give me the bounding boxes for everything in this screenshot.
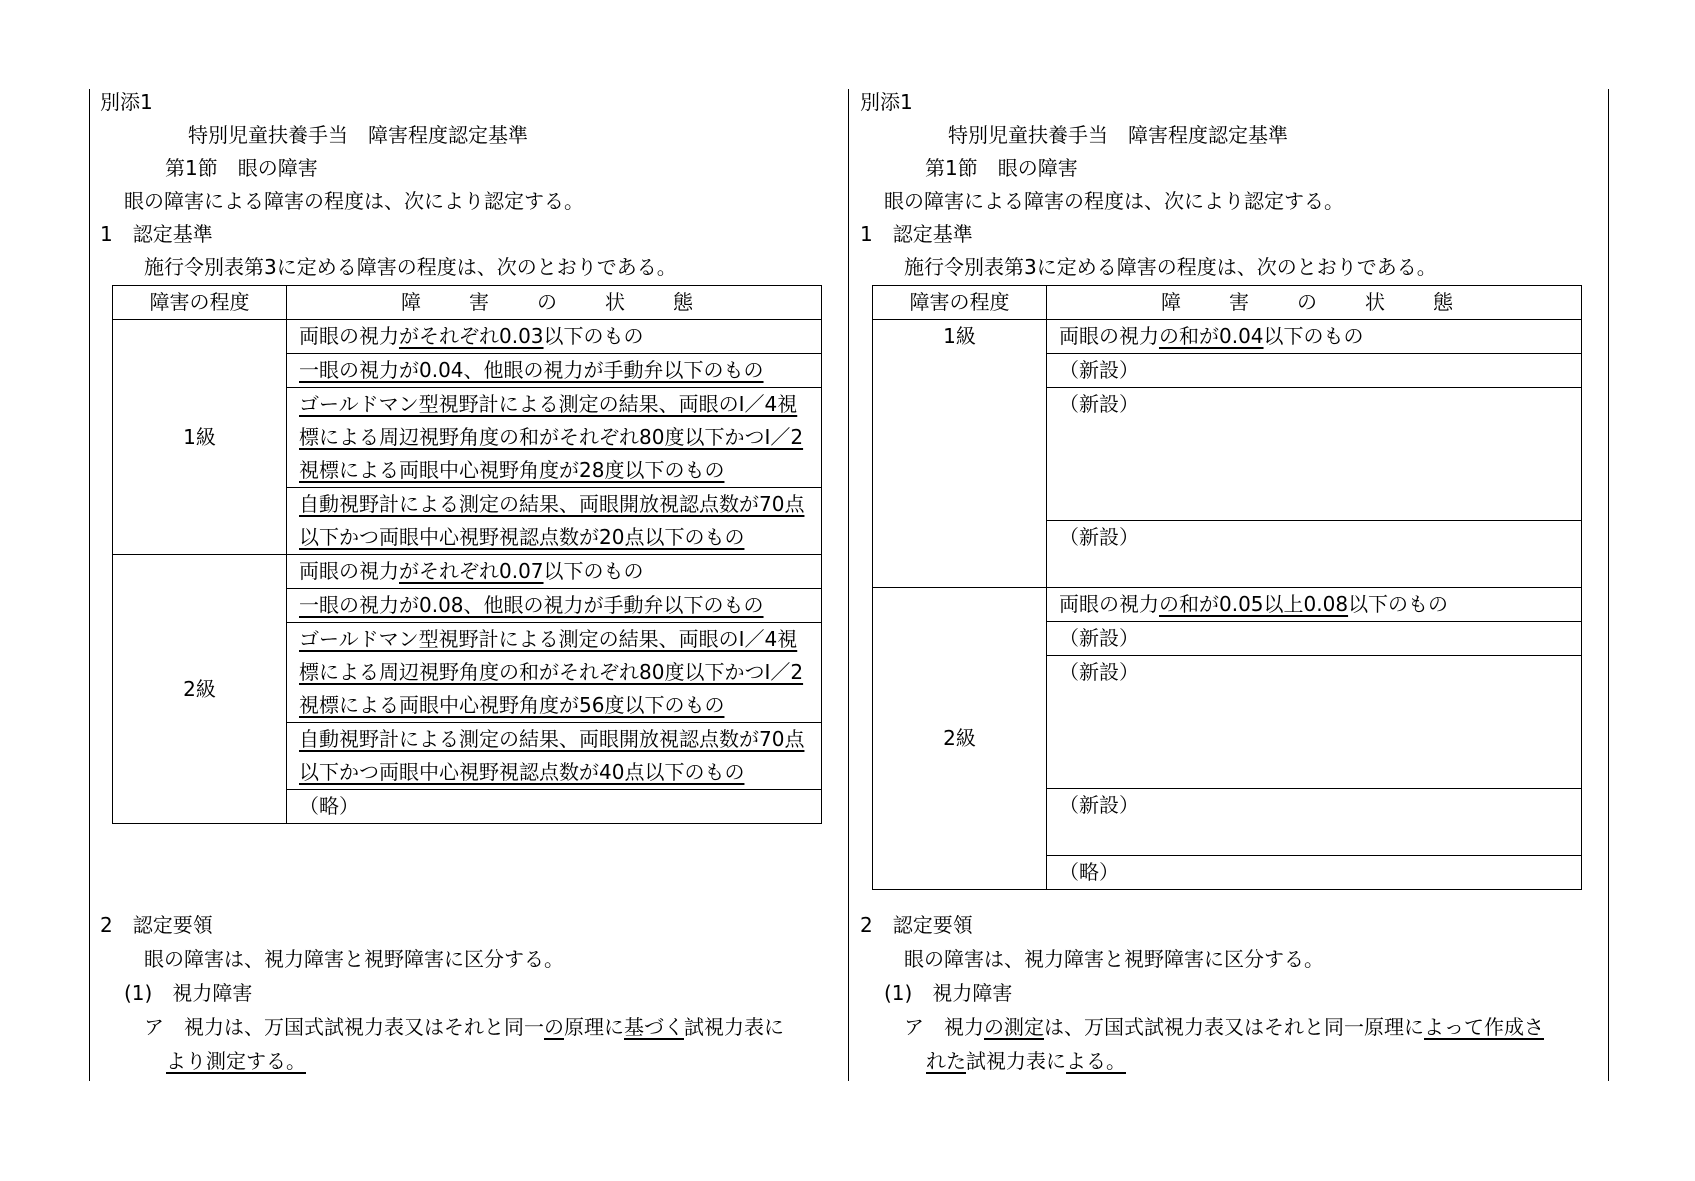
condition-cell: 自動視野計による測定の結果、両眼開放視認点数が70点以下かつ両眼中心視野視認点数が20点以下のもの xyxy=(287,488,822,555)
table-header-row xyxy=(873,286,1582,320)
sub1-a-text-cont: より測定する。 xyxy=(166,1049,306,1073)
grade-2-cell: 2級 xyxy=(113,555,287,824)
condition-cell: （新設） xyxy=(1047,656,1582,789)
table-header-row xyxy=(113,286,822,320)
table-row xyxy=(873,320,1582,354)
condition-cell: （新設） xyxy=(1047,622,1582,656)
item2-text: 眼の障害は、視力障害と視野障害に区分する。 xyxy=(904,947,1324,971)
left-margin-rule xyxy=(89,89,90,1081)
condition-cell: 自動視野計による測定の結果、両眼開放視認点数が70点以下かつ両眼中心視野視認点数が40点以下のもの xyxy=(287,723,822,790)
item1-heading: 1 認定基準 xyxy=(100,222,213,246)
condition-cell: （略） xyxy=(287,790,822,824)
condition-cell: 両眼の視力の和が0.05以上0.08以下のもの xyxy=(1047,588,1582,622)
section-heading: 第1節 眼の障害 xyxy=(925,156,1078,180)
document-title: 特別児童扶養手当 障害程度認定基準 xyxy=(948,123,1288,147)
grade-1-cell: 1級 xyxy=(113,320,287,555)
item1-text: 施行令別表第3に定める障害の程度は、次のとおりである。 xyxy=(904,255,1437,279)
condition-cell: （新設） xyxy=(1047,789,1582,856)
document-title: 特別児童扶養手当 障害程度認定基準 xyxy=(188,123,528,147)
grade-1-cell: 1級 xyxy=(873,320,1047,588)
header-degree: 障害の程度 xyxy=(113,286,287,320)
condition-cell: （新設） xyxy=(1047,521,1582,588)
right-margin-rule xyxy=(1608,89,1609,1081)
condition-cell: （新設） xyxy=(1047,388,1582,521)
table-row xyxy=(873,588,1582,622)
table-row xyxy=(113,320,822,354)
section-heading: 第1節 眼の障害 xyxy=(165,156,318,180)
header-condition: 障 害 の 状 態 xyxy=(287,286,822,320)
attachment-label: 別添1 xyxy=(860,90,913,114)
grade-2-cell: 2級 xyxy=(873,588,1047,890)
condition-cell: ゴールドマン型視野計による測定の結果、両眼のI／4視標による周辺視野角度の和がそれぞれ80度以下かつI／2視標による両眼中心視野角度が28度以下のもの xyxy=(287,388,822,488)
criteria-table xyxy=(872,285,1582,890)
table-row xyxy=(113,555,822,589)
sub1-heading: (1) 視力障害 xyxy=(884,981,1013,1005)
criteria-table xyxy=(112,285,822,824)
header-degree: 障害の程度 xyxy=(873,286,1047,320)
sub1-a-text-cont: れた試視力表による。 xyxy=(926,1049,1126,1073)
intro-text: 眼の障害による障害の程度は、次により認定する。 xyxy=(124,189,584,213)
item2-heading: 2 認定要領 xyxy=(860,913,973,937)
intro-text: 眼の障害による障害の程度は、次により認定する。 xyxy=(884,189,1344,213)
condition-cell: 両眼の視力がそれぞれ0.03以下のもの xyxy=(287,320,822,354)
item2-heading: 2 認定要領 xyxy=(100,913,213,937)
item1-text: 施行令別表第3に定める障害の程度は、次のとおりである。 xyxy=(144,255,677,279)
condition-cell: （新設） xyxy=(1047,354,1582,388)
sub1-heading: (1) 視力障害 xyxy=(124,981,253,1005)
condition-cell: 一眼の視力が0.08、他眼の視力が手動弁以下のもの xyxy=(287,589,822,623)
item2-text: 眼の障害は、視力障害と視野障害に区分する。 xyxy=(144,947,564,971)
sub1-a-text: ア 視力の測定は、万国式試視力表又はそれと同一原理によって作成さ xyxy=(904,1015,1544,1039)
condition-cell: （略） xyxy=(1047,856,1582,890)
condition-cell: 両眼の視力がそれぞれ0.07以下のもの xyxy=(287,555,822,589)
condition-cell: ゴールドマン型視野計による測定の結果、両眼のI／4視標による周辺視野角度の和がそれぞれ80度以下かつI／2視標による両眼中心視野角度が56度以下のもの xyxy=(287,623,822,723)
header-condition: 障 害 の 状 態 xyxy=(1047,286,1582,320)
condition-cell: 両眼の視力の和が0.04以下のもの xyxy=(1047,320,1582,354)
center-divider-rule xyxy=(848,89,849,1081)
attachment-label: 別添1 xyxy=(100,90,153,114)
condition-cell: 一眼の視力が0.04、他眼の視力が手動弁以下のもの xyxy=(287,354,822,388)
sub1-a-text: ア 視力は、万国式試視力表又はそれと同一の原理に基づく試視力表に xyxy=(144,1015,784,1039)
item1-heading: 1 認定基準 xyxy=(860,222,973,246)
